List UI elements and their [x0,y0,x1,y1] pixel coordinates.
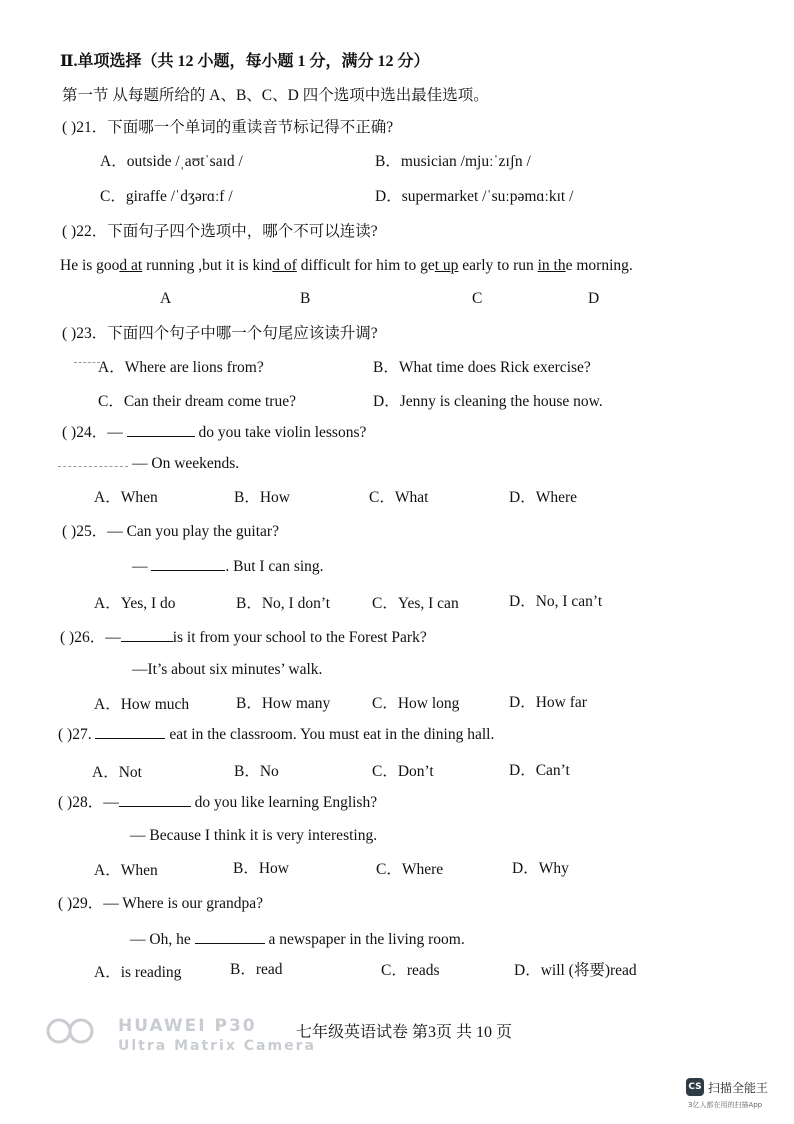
q27-option-c[interactable]: C．Don’t [372,763,434,780]
q23-option-d[interactable]: D．Jenny is cleaning the house now. [373,393,603,410]
q22-link-c: t up [434,257,459,274]
q28-option-d[interactable]: D．Why [512,860,569,877]
q26-stem-pre: ( )26．— [60,629,121,646]
q24-option-b[interactable]: B．How [234,489,290,506]
q22-sentence [60,256,633,276]
q24-stem-pre: ( )24．— [62,424,127,441]
q26-option-d[interactable]: D．How far [509,694,587,711]
section-title: Ⅱ.单项选择（共 12 小题，每小题 1 分，满分 12 分） [60,53,430,70]
q29-reply-post: a newspaper in the living room. [264,931,465,948]
q29-option-d[interactable]: D．will (将要)read [514,962,637,979]
q26-blank[interactable] [121,627,173,642]
camera-watermark-model: HUAWEI P30 [118,1016,257,1036]
q26-reply: —It’s about six minutes’ walk. [132,661,323,678]
q29-blank[interactable] [195,929,265,944]
q22-text-1: He is goo [60,257,120,274]
scanner-tagline: 3亿人都在用的扫描App [688,1101,763,1109]
q27-option-d[interactable]: D．Can’t [509,762,570,779]
q26-option-a[interactable]: A．How much [94,696,190,713]
q27-option-a[interactable]: A．Not [92,764,142,781]
q29-option-c[interactable]: C．reads [381,962,440,979]
q28-stem [58,792,377,813]
q25-blank[interactable] [151,556,225,571]
q26-stem [60,627,427,648]
q24-option-c[interactable]: C．What [369,489,429,506]
q22-text-3: difficult for him to ge [296,257,435,274]
q25-reply-post: . But I can sing. [225,558,324,575]
q24-option-a[interactable]: A．When [94,489,158,506]
q23-stem: ( )23．下面四个句子中哪一个句尾应该读升调? [62,325,378,342]
q23-option-c[interactable]: C．Can their dream come true? [98,393,296,410]
q25-option-b[interactable]: B．No, I don’t [236,595,331,612]
scanner-brand: 扫描全能王 [708,1081,769,1095]
q24-stem-post: do you take violin lessons? [194,424,367,441]
q25-stem: ( )25．— Can you play the guitar? [62,523,279,540]
q22-text-5: e morning. [565,257,633,274]
q21-option-c[interactable]: C．giraffe /ˈdʒərɑːf / [100,188,233,205]
q25-option-c[interactable]: C．Yes, I can [372,595,459,612]
q22-label-c[interactable]: C [472,290,483,307]
q21-option-b[interactable]: B．musician /mjuːˈzɪʃn / [375,153,531,170]
q28-blank[interactable] [119,792,191,807]
q22-stem: ( )22．下面句子四个选项中，哪个不可以连读? [62,223,378,240]
q27-blank[interactable] [95,724,165,739]
q23-option-b[interactable]: B．What time does Rick exercise? [373,359,591,376]
q26-option-b[interactable]: B．How many [236,695,331,712]
q24-blank[interactable] [127,422,195,437]
q27-stem-post: eat in the classroom. You must eat in the dining hall. [165,726,495,743]
q22-link-b: d of [272,257,297,274]
q29-reply-pre: — Oh, he [130,931,195,948]
q22-link-a: d at [119,257,143,274]
scan-mark [58,466,128,467]
q28-option-b[interactable]: B．How [233,860,289,877]
q25-option-d[interactable]: D．No, I can’t [509,593,603,610]
q22-label-d[interactable]: D [588,290,600,307]
q22-link-d: in th [537,257,566,274]
q28-reply: — Because I think it is very interesting. [130,827,378,844]
q22-label-b[interactable]: B [300,290,311,307]
q27-stem-pre: ( )27. [58,726,96,743]
q29-stem: ( )29．— Where is our grandpa? [58,895,264,912]
q22-label-a[interactable]: A [160,290,172,307]
q22-text-4: early to run [458,257,538,274]
q26-option-c[interactable]: C．How long [372,695,460,712]
q25-reply [132,556,324,577]
q29-reply [130,929,465,950]
q28-stem-pre: ( )28．— [58,794,119,811]
q25-option-a[interactable]: A．Yes, I do [94,595,176,612]
q28-stem-post: do you like learning English? [190,794,378,811]
q22-text-2: running ,but it is kin [142,257,273,274]
q21-option-d[interactable]: D．supermarket /ˈsuːpəmɑːkɪt / [375,188,574,205]
q25-reply-pre: — [132,558,152,575]
q29-option-b[interactable]: B．read [230,961,283,978]
q29-option-a[interactable]: A．is reading [94,964,182,981]
camera-watermark-label: Ultra Matrix Camera [118,1038,316,1054]
q27-stem [58,724,494,745]
q26-stem-post: is it from your school to the Forest Park? [172,629,427,646]
q23-option-a[interactable]: A．Where are lions from? [98,359,264,376]
q24-stem [62,422,366,443]
q24-reply: — On weekends. [132,455,240,472]
q21-option-a[interactable]: A．outside /ˌaʊtˈsaɪd / [100,153,243,170]
camscanner-logo-icon: CS [686,1078,704,1096]
q28-option-c[interactable]: C．Where [376,861,444,878]
q24-option-d[interactable]: D．Where [509,489,577,506]
q21-stem: ( )21．下面哪一个单词的重读音节标记得不正确? [62,119,394,136]
page-footer: 七年级英语试卷 第3页 共 10 页 [296,1024,513,1041]
q28-option-a[interactable]: A．When [94,862,158,879]
camera-lens-icon [46,1018,102,1044]
section-subtitle: 第一节 从每题所给的 A、B、C、D 四个选项中选出最佳选项。 [62,87,489,104]
q27-option-b[interactable]: B．No [234,763,279,780]
scan-mark [74,362,100,363]
